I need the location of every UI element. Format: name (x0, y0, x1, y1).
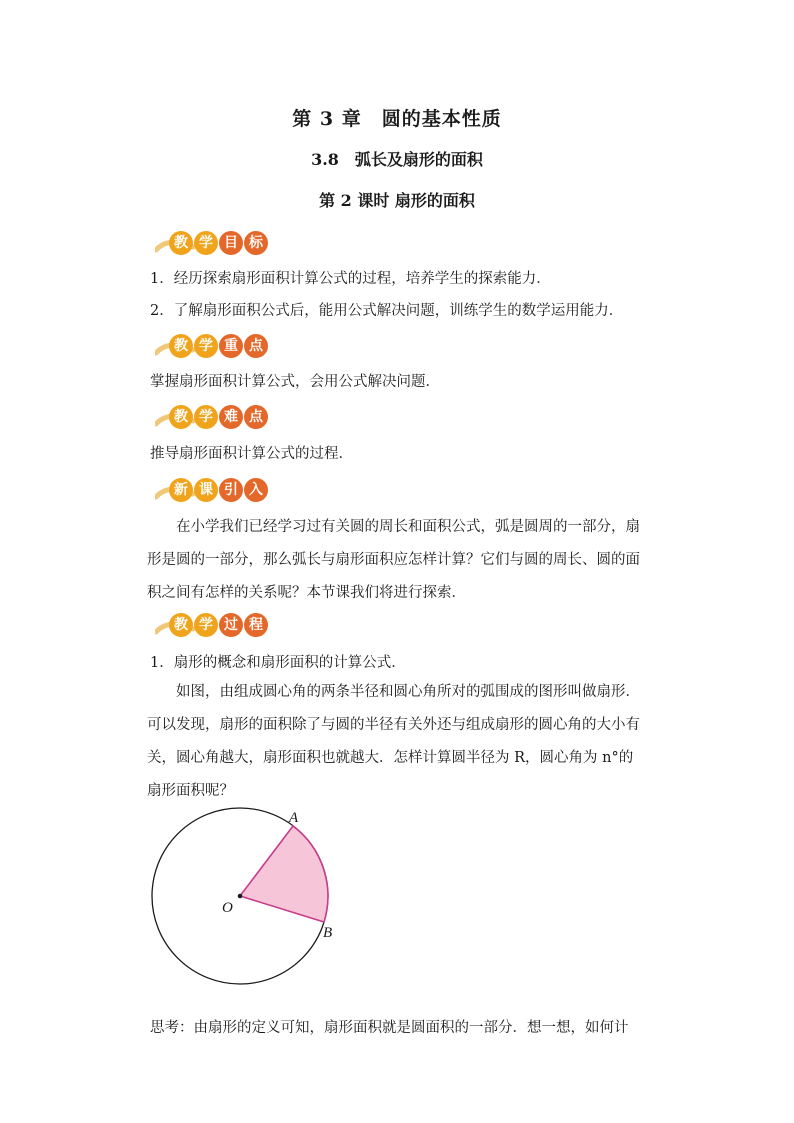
sector-aob (240, 826, 328, 922)
badge-char: 过 (219, 613, 243, 637)
key-points-badge (155, 333, 265, 359)
process-badge (155, 612, 265, 638)
badge-char: 新 (169, 478, 193, 502)
badge-char: 教 (169, 613, 193, 637)
label-o: O (222, 900, 233, 916)
think-text: 思考：由扇形的定义可知，扇形面积就是圆面积的一部分．想一想，如何计 (150, 1020, 629, 1036)
section-title: 3.8 弧长及扇形的面积 (311, 150, 483, 169)
process-item-1: 1．扇形的概念和扇形面积的计算公式． (150, 655, 406, 671)
difficulties-badge (155, 404, 265, 430)
lesson-title: 第 2 课时 扇形的面积 (319, 191, 475, 210)
badge-char: 学 (194, 231, 218, 255)
badge-char: 引 (219, 478, 243, 502)
label-a: A (289, 810, 299, 826)
badge-char: 程 (244, 613, 268, 637)
badge-char: 学 (194, 613, 218, 637)
objective-item-2: 2．了解扇形面积公式后，能用公式解决问题，训练学生的数学运用能力． (150, 303, 624, 319)
badge-char: 标 (244, 231, 268, 255)
badge-char: 教 (169, 405, 193, 429)
label-b: B (323, 925, 333, 941)
sector-diagram (145, 805, 355, 990)
introduction-paragraph: 在小学我们已经学习过有关圆的周长和面积公式，弧是圆周的一部分，扇形是圆的一部分，那么弧长与扇形面积应怎样计算？它们与圆的周长、圆的面积之间有怎样的关系呢？本节课我们将进行探索． (147, 519, 640, 601)
difficulties-text: 推导扇形面积计算公式的过程． (150, 446, 353, 462)
badge-char: 教 (169, 231, 193, 255)
badge-char: 学 (194, 334, 218, 358)
process-paragraph: 如图，由组成圆心角的两条半径和圆心角所对的弧围成的图形叫做扇形．可以发现，扇形的面积除了与圆的半径有关外还与组成扇形的圆心角的大小有关，圆心角越大，扇形面积也就越大．怎样计算圆半径为 R，圆心角为 n°的扇形面积呢？ (147, 684, 640, 799)
center-point (238, 894, 243, 899)
badge-char: 点 (244, 405, 268, 429)
badge-char: 目 (219, 231, 243, 255)
badge-char: 重 (219, 334, 243, 358)
introduction-badge (155, 477, 265, 503)
badge-char: 点 (244, 334, 268, 358)
badge-char: 课 (194, 478, 218, 502)
badge-char: 入 (244, 478, 268, 502)
badge-char: 难 (219, 405, 243, 429)
badge-char: 教 (169, 334, 193, 358)
badge-char: 学 (194, 405, 218, 429)
objective-item-1: 1．经历探索扇形面积计算公式的过程，培养学生的探索能力． (150, 271, 551, 287)
objectives-badge (155, 230, 265, 256)
key-points-text: 掌握扇形面积计算公式，会用公式解决问题． (150, 374, 440, 390)
chapter-title: 第 3 章 圆的基本性质 (292, 108, 502, 130)
